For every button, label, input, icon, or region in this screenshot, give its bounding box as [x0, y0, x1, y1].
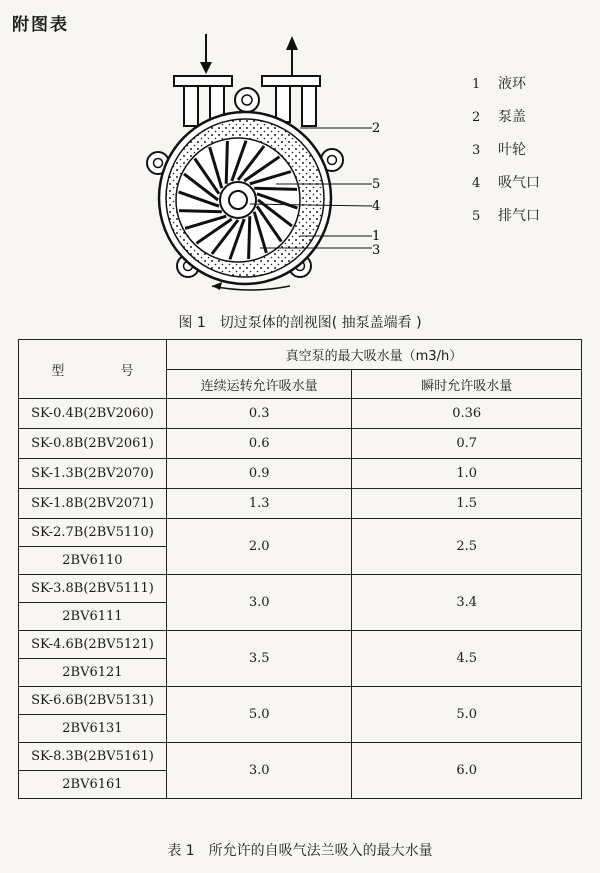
figure-legend	[472, 68, 540, 233]
model-cell: SK-3.8B(2BV5111)	[19, 575, 167, 603]
legend-item: 1 液环	[472, 76, 526, 92]
alt-model-cell: 2BV6131	[19, 715, 167, 743]
alt-model-cell: 2BV6110	[19, 547, 167, 575]
model-cell: SK-1.8B(2BV2071)	[19, 489, 167, 519]
impeller-blade	[226, 141, 227, 184]
continuous-column-header: 连续运转允许吸水量	[166, 370, 352, 399]
model-column-header: 型 号	[19, 340, 167, 399]
table-row	[19, 687, 582, 715]
model-cell: SK-1.3B(2BV2070)	[19, 459, 167, 489]
impeller-blade	[254, 188, 297, 189]
table-row	[19, 489, 582, 519]
callout-1: 1	[372, 229, 380, 244]
legend-item: 2 泵盖	[472, 109, 526, 125]
table-caption: 表 1 所允许的自吸气法兰吸入的最大水量	[167, 843, 433, 859]
table-row	[19, 429, 582, 459]
instant-cell: 5.0	[352, 687, 582, 743]
continuous-cell: 1.3	[166, 489, 352, 519]
pump-section-diagram	[140, 28, 380, 298]
table-row	[19, 399, 582, 429]
table-row	[19, 519, 582, 547]
instant-cell: 1.0	[352, 459, 582, 489]
instant-cell: 4.5	[352, 631, 582, 687]
instant-cell: 3.4	[352, 575, 582, 631]
figure-caption: 图 1 切过泵体的剖视图( 抽泵盖端看 )	[178, 315, 422, 331]
instant-cell: 2.5	[352, 519, 582, 575]
continuous-cell: 5.0	[166, 687, 352, 743]
instant-cell: 6.0	[352, 743, 582, 799]
model-cell: SK-4.6B(2BV5121)	[19, 631, 167, 659]
water-intake-table	[18, 339, 582, 799]
table-row	[19, 631, 582, 659]
continuous-cell: 2.0	[166, 519, 352, 575]
callout-5: 5	[372, 177, 380, 192]
continuous-cell: 3.0	[166, 575, 352, 631]
table-row	[19, 743, 582, 771]
model-cell: SK-0.8B(2BV2061)	[19, 429, 167, 459]
continuous-cell: 0.9	[166, 459, 352, 489]
max-intake-group-header: 真空泵的最大吸水量（m3/h）	[166, 340, 581, 370]
impeller-blade	[179, 211, 222, 212]
table-row	[19, 459, 582, 489]
impeller-blade	[249, 216, 250, 259]
continuous-cell: 0.3	[166, 399, 352, 429]
callout-3: 3	[372, 243, 380, 258]
alt-model-cell: 2BV6111	[19, 603, 167, 631]
continuous-cell: 3.0	[166, 743, 352, 799]
continuous-cell: 3.5	[166, 631, 352, 687]
instant-column-header: 瞬时允许吸水量	[352, 370, 582, 399]
page-heading: 附图表	[12, 15, 69, 35]
alt-model-cell: 2BV6161	[19, 771, 167, 799]
legend-item: 4 吸气口	[472, 175, 540, 191]
table-row	[19, 575, 582, 603]
model-cell: SK-8.3B(2BV5161)	[19, 743, 167, 771]
callout-2: 2	[372, 121, 380, 136]
instant-cell: 0.36	[352, 399, 582, 429]
callout-4: 4	[372, 199, 380, 214]
model-cell: SK-2.7B(2BV5110)	[19, 519, 167, 547]
model-cell: SK-6.6B(2BV5131)	[19, 687, 167, 715]
legend-item: 5 排气口	[472, 208, 540, 224]
legend-item: 3 叶轮	[472, 142, 526, 158]
continuous-cell: 0.6	[166, 429, 352, 459]
instant-cell: 0.7	[352, 429, 582, 459]
alt-model-cell: 2BV6121	[19, 659, 167, 687]
instant-cell: 1.5	[352, 489, 582, 519]
model-cell: SK-0.4B(2BV2060)	[19, 399, 167, 429]
